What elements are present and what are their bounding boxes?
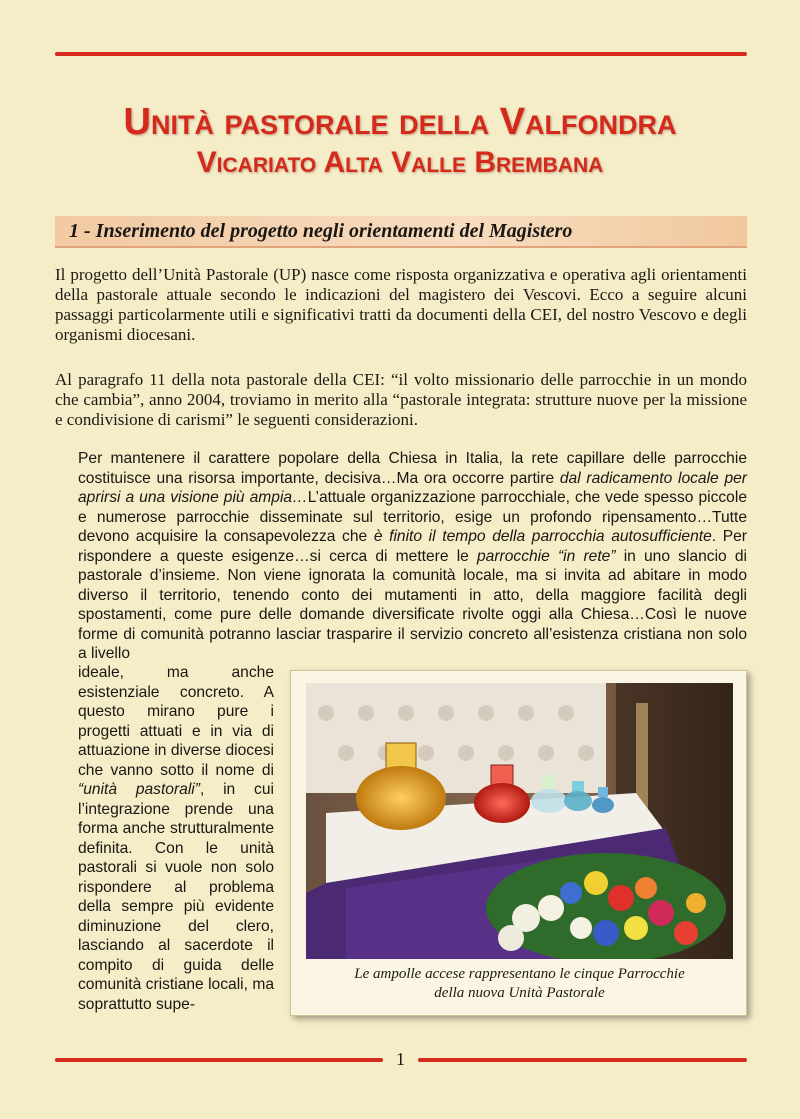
bottom-rule-left bbox=[55, 1058, 383, 1062]
quote-emphasis: dal radicamento locale per aprirsi a una visione più ampia… bbox=[78, 469, 747, 506]
altar-lamps-image bbox=[306, 683, 733, 959]
top-rule bbox=[55, 52, 747, 56]
photo-figure bbox=[290, 670, 747, 1016]
photo-caption bbox=[291, 965, 748, 1003]
quoted-text-block bbox=[78, 449, 747, 664]
quote-text: , in cui l’integrazione prende una forma anche strutturalmente definita. Con le unità pastorali si vuole non solo rispondere al problema della sempre più evidente diminuzione del clero, lasciando al sacerdote il compito di guida delle comunità cristiane locali, ma soprattutto supe- bbox=[78, 781, 274, 1013]
quote-text: . Per rispondere a queste esigenze…si cerca di mettere le bbox=[78, 528, 747, 565]
caption-line-1: Le ampolle accese rappresentano le cinque Parrocchie bbox=[354, 966, 685, 982]
section-title: 1 - Inserimento del progetto negli orientamenti del Magistero bbox=[69, 220, 573, 242]
bottom-rule-right bbox=[418, 1058, 747, 1062]
quote-text: ideale, ma anche esistenziale concreto. A questo mirano pure i progetti attuati e in via di attuazione in diverse diocesi che vanno sotto il nome di bbox=[78, 664, 274, 779]
quoted-text-column bbox=[78, 663, 274, 1014]
quote-emphasis: “unità pastorali” bbox=[78, 781, 200, 798]
quote-text: in uno slancio di pastorale d’insieme. Non viene ignorata la comunità locale, ma si invita ad abitare in modo diverso il territorio, tenendo conto dei mutamenti in atto, della maggiore facilità degli spostamenti, come pure delle domande diversificate rivolte oggi alla Chiesa…Così le nuove forme di comunità potranno lasciar trasparire il servizio concreto all’esistenza cristiana non solo a livello bbox=[78, 547, 747, 662]
intro-paragraph-2: Al paragrafo 11 della nota pastorale della CEI: “il volto missionario delle parrocchie in un mondo che cambia”, anno 2004, troviamo in merito alla “pastorale integrata: strutture nuove per la missione e condivisione di carismi” le seguenti considerazioni. bbox=[55, 370, 747, 429]
page-number: 1 bbox=[396, 1049, 405, 1069]
intro-paragraph-1: Il progetto dell’Unità Pastorale (UP) nasce come risposta organizzativa e operativa agli orientamenti della pastorale attuale secondo le indicazioni del magistero dei Vescovi. Ecco a seguire alcuni passaggi particolarmente utili e significativi tratti da documenti della CEI, del nostro Vescovo e degli organismi diocesani. bbox=[55, 265, 747, 344]
title-line-2: Vicariato Alta Valle Brembana bbox=[196, 146, 604, 179]
quote-text: Per mantenere il carattere popolare della Chiesa in Italia, la rete capillare delle parrocchie costituisce una risorsa importante, decisiva…Ma ora occorre partire bbox=[78, 450, 747, 487]
quote-emphasis: è finito il tempo della parrocchia autosufficiente bbox=[373, 528, 712, 545]
page-title bbox=[0, 100, 800, 182]
quote-text: L’attuale organizzazione parrocchiale, che vede spesso piccole e numerose parrocchie disseminate sul territorio, esige un profondo ripensamento…Tutte devono acquisire la consapevolezza che bbox=[78, 489, 747, 545]
section-heading-band bbox=[55, 216, 747, 248]
caption-line-2: della nuova Unità Pastorale bbox=[434, 985, 605, 1001]
title-line-1: Unità pastorale della Valfondra bbox=[123, 101, 677, 143]
quote-emphasis: parrocchie “in rete” bbox=[477, 547, 616, 565]
altar-photo bbox=[306, 683, 733, 959]
